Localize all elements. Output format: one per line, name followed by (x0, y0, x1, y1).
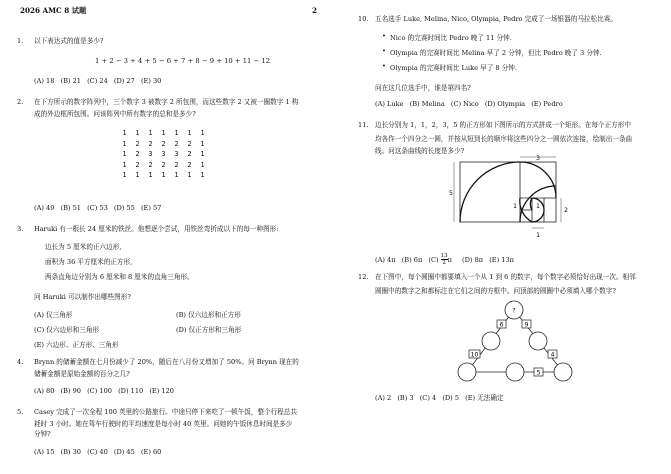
choice-d[interactable]: (D) 5 (442, 394, 460, 402)
choice-a[interactable]: (A) 15 (34, 448, 55, 456)
grid-cell: 1 (200, 129, 205, 137)
grid-cell: 3 (148, 150, 153, 158)
grid-cell: 1 (200, 150, 205, 158)
choice-d[interactable]: (D) 110 (118, 387, 144, 395)
question-text-line-1: 在下图中，每个圆圈中都要填入一个从 1 到 6 的数字，每个数字必须恰好出现一次。相邻 (375, 273, 636, 281)
question-text-line-1: Brynn 的储蓄金额在七月份减少了 20%，随后在八月份又增加了 50%。问 Brynn 现在的 (34, 358, 299, 366)
choice-b[interactable]: (B) 51 (60, 204, 81, 212)
question-text: Haruki 有一根长 24 厘米的铁丝。他想逐个尝试，用铁丝弯折成以下的每一种图形: (34, 225, 279, 233)
question-number: 1. (17, 37, 24, 45)
choice-a[interactable]: (A) 仅三角形 (34, 311, 73, 319)
grid-cell: 2 (187, 139, 192, 148)
label-r3: 2 (564, 207, 568, 214)
answer-choices (375, 100, 567, 108)
choice-c[interactable]: (C) 4 (419, 394, 437, 402)
fraction-numerator: 13 (440, 253, 448, 259)
choice-d[interactable]: (D) 8π (462, 255, 484, 264)
outer-rectangle (460, 162, 556, 222)
question-number: 5. (17, 408, 24, 416)
grid-row (121, 128, 206, 139)
spiral-curve (460, 162, 556, 222)
choice-c[interactable] (428, 253, 456, 266)
grid-cell: 2 (187, 160, 192, 169)
grid-cell: 1 (135, 129, 140, 137)
box-label-left-top: 6 (499, 321, 504, 329)
answer-choices (34, 77, 165, 85)
choice-e[interactable]: (E) 57 (140, 204, 162, 212)
box-label-bottom: 5 (536, 369, 541, 377)
answer-choices (375, 392, 508, 402)
grid-cell: 1 (187, 171, 192, 179)
grid-cell: 1 (148, 171, 153, 179)
exam-title: 2026 AMC 8 试题 (20, 6, 87, 15)
grid-cell: 2 (148, 139, 153, 148)
expression: 1 + 2 − 3 + 4 + 5 − 6 + 7 + 8 − 9 + 10 + 11 − 12 (95, 57, 271, 65)
box-label-right-top: 9 (524, 321, 529, 329)
choice-b[interactable]: (B) 21 (60, 77, 81, 85)
question-number: 4. (17, 358, 24, 366)
choice-b[interactable]: (B) 30 (60, 448, 81, 456)
fraction-denominator: 2 (442, 260, 446, 266)
pi-symbol: π (447, 255, 452, 264)
question-number: 10. (358, 15, 369, 23)
question-text-line-2: 耗时 3 小时。她在驾车行驶时的平均速度是每小时 40 英里。问她的午饭休息时间是多少 (34, 420, 293, 428)
choice-d[interactable]: (D) 27 (113, 77, 135, 85)
grid-cell: 2 (135, 150, 140, 158)
label-left: 5 (449, 190, 453, 197)
choice-b[interactable]: (B) 3 (397, 394, 414, 402)
circle-triangle-figure (445, 298, 590, 386)
grid-cell: 1 (122, 139, 127, 148)
grid-cell: 1 (161, 171, 166, 179)
question-text-line-2: 圆圈中的数字之和都标注在它们之间的方框中。问顶部的圆圈中必须填入哪个数字? (375, 287, 616, 295)
question-text-line-1: 边长分别为 1，1，2，3，5 的正方形如下图所示的方式拼成一个矩形。在每个正方形中 (375, 121, 631, 129)
label-top: 3 (536, 155, 540, 162)
choice-e[interactable]: (E) 30 (140, 77, 162, 85)
choice-c[interactable]: (C) 仅六边形和三角形 (34, 326, 100, 334)
grid-cell: 2 (174, 160, 179, 169)
fibonacci-spiral-figure (448, 154, 578, 248)
choice-c[interactable]: (C) 40 (87, 448, 108, 456)
circle-bottom-mid (506, 363, 524, 381)
question-text-line-2: 均各作一个四分之一圆，并按从短到长的顺序将这些四分之一圆依次连接，绘制出一条曲 (375, 135, 633, 143)
grid-cell: 2 (135, 139, 140, 148)
question-text-line-2: 成的外边框所包围。问该阵列中所有数字的总和是多少? (34, 110, 196, 118)
question-text-line-2: 储蓄金额是原始金额的百分之几? (34, 370, 130, 378)
number-grid (121, 128, 206, 181)
page-number: 2 (312, 6, 318, 15)
shape-line-1: 边长为 5 厘米的正六边形, (45, 243, 122, 251)
choice-d[interactable]: (D) 55 (113, 204, 135, 212)
answer-choices (375, 253, 518, 266)
grid-cell: 1 (174, 129, 179, 137)
question-text-line-1: Casey 完成了一次全程 100 英里的公路旅行。中途只停下来吃了一顿午饭，整个行程总共 (34, 408, 298, 416)
label-r1: 1 (513, 203, 517, 210)
choice-c[interactable]: (C) 24 (87, 77, 108, 85)
choice-a[interactable]: (A) 4π (375, 255, 396, 264)
box-label-left-bottom: 10 (470, 351, 479, 359)
grid-cell: 1 (174, 171, 179, 179)
answer-choices (34, 448, 165, 456)
question-number: 2. (17, 98, 24, 106)
choice-c[interactable]: (C) Nico (450, 100, 479, 108)
choice-d[interactable]: (D) Olympia (484, 100, 526, 108)
question-text: 以下表达式的值是多少? (34, 37, 104, 45)
circle-bottom-left (458, 363, 476, 381)
choice-c[interactable]: (C) 53 (87, 204, 108, 212)
grid-cell: 1 (122, 129, 127, 137)
label-r2: 1 (536, 203, 540, 210)
choice-e[interactable]: (E) 六边形、正方形、三角形 (34, 341, 119, 349)
shape-line-3: 两条直角边分别为 6 厘米和 8 厘米的直角三角形。 (45, 273, 194, 281)
box-label-right-bottom: 4 (550, 351, 555, 359)
choice-b[interactable]: (B) 90 (60, 387, 81, 395)
question-number: 11. (358, 121, 369, 129)
question-ask: 问在这几位选手中，谁是第四名? (375, 84, 471, 92)
question-ask: 问 Haruki 可以制作出哪些图形? (34, 293, 131, 301)
grid-cell: 2 (135, 160, 140, 169)
choice-a[interactable]: (A) Luke (375, 100, 404, 108)
label-bottom: 1 (536, 232, 540, 239)
circle-bottom-right (554, 363, 572, 381)
choice-e[interactable]: (E) 120 (149, 387, 174, 395)
grid-cell: 1 (122, 160, 127, 169)
top-circle-label: ? (512, 307, 516, 315)
answer-choices (34, 387, 178, 395)
choice-b[interactable]: (B) 6π (401, 255, 423, 264)
choice-c[interactable]: (C) 100 (87, 387, 112, 395)
clue-1: • Nico 的完赛时间比 Pedro 晚了 11 分钟. (390, 32, 512, 42)
grid-cell: 1 (148, 129, 153, 137)
grid-row (121, 160, 206, 171)
shape-line-2: 面积为 36 平方厘米的正方形, (45, 258, 133, 266)
grid-cell: 2 (187, 150, 192, 158)
choice-b[interactable]: (B) Melina (409, 100, 445, 108)
grid-cell: 2 (148, 160, 153, 169)
grid-cell: 2 (161, 139, 166, 148)
choice-d[interactable]: (D) 45 (113, 448, 135, 456)
grid-cell: 1 (200, 160, 205, 169)
grid-cell: 1 (187, 129, 192, 137)
choice-d[interactable]: (D) 仅正方形和三角形 (176, 326, 242, 334)
grid-cell: 3 (174, 150, 179, 158)
answer-choices (34, 204, 165, 212)
choice-a[interactable]: (A) 49 (34, 204, 55, 212)
grid-cell: 3 (161, 150, 166, 158)
grid-row (121, 170, 206, 181)
circle-left-mid (482, 332, 500, 350)
choice-c-label: (C) (428, 255, 439, 264)
question-number: 12. (358, 273, 369, 281)
circle-right-mid (529, 332, 547, 350)
question-text: 五名选手 Luke, Melina, Nico, Olympia, Pedro 完成了一场银器的马拉松比赛。 (375, 15, 617, 23)
grid-cell: 2 (174, 139, 179, 148)
choice-e[interactable]: (E) 60 (140, 448, 162, 456)
question-text-line-1: 在下方所示的数字阵列中，三个数字 3 被数字 2 所包围，而这些数字 2 又被一圈数字 1 构 (34, 98, 299, 106)
grid-cell: 2 (161, 160, 166, 169)
grid-cell: 1 (135, 171, 140, 179)
grid-cell: 1 (122, 171, 127, 179)
question-number: 3. (17, 225, 24, 233)
clue-2: • Olympia 的完赛时间比 Melina 早了 2 分钟，但比 Pedro 晚了 3 分钟. (390, 47, 602, 57)
grid-row (121, 149, 206, 160)
question-text-line-3: 线。问这条曲线的长度是多少? (375, 147, 465, 155)
choice-e[interactable]: (E) Pedro (531, 100, 563, 108)
choice-a[interactable]: (A) 18 (34, 77, 55, 85)
grid-cell: 1 (200, 171, 205, 179)
grid-row (121, 139, 206, 150)
choice-a[interactable]: (A) 80 (34, 387, 55, 395)
choice-a[interactable]: (A) 2 (375, 394, 392, 402)
clue-3: • Olympia 的完赛时间比 Luke 早了 8 分钟. (390, 62, 517, 72)
grid-cell: 1 (161, 129, 166, 137)
choice-e[interactable]: (E) 13π (489, 255, 514, 264)
question-text-line-3: 分钟? (34, 430, 51, 438)
grid-cell: 1 (122, 150, 127, 158)
choice-e[interactable]: (E) 无法确定 (465, 394, 504, 402)
grid-cell: 1 (200, 139, 205, 148)
choice-b[interactable]: (B) 仅六边形和正方形 (176, 311, 241, 319)
